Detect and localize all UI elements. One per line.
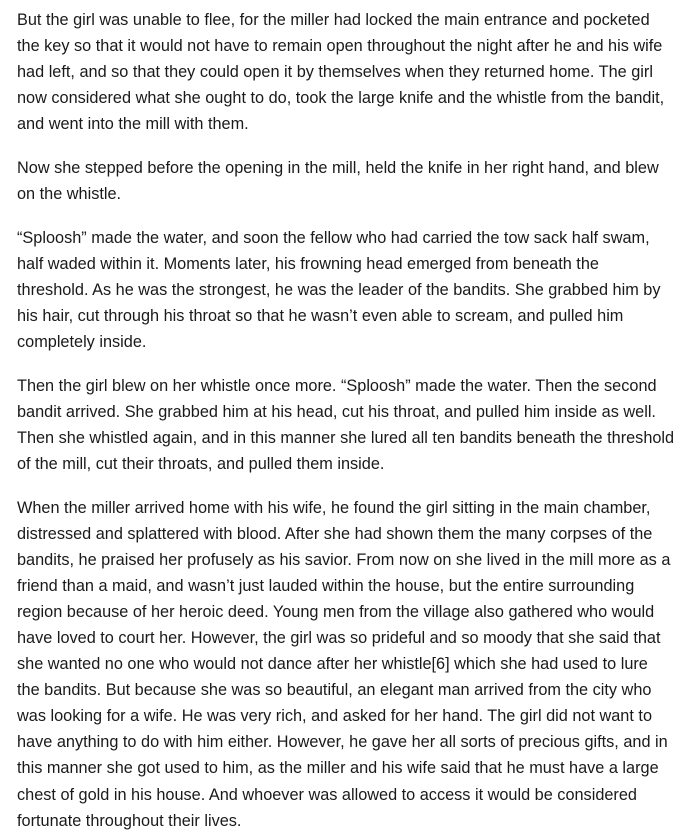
paragraph: But the girl was unable to flee, for the miller had locked the main entrance and pocketed the key so that it would not have to remain open throughout the night after he and his wife had left, and so that they could open it by themselves when they returned home. The girl now considered what she ought to do, took the large knife and the whistle from the bandit, and went into the mill with them. [17, 11, 665, 134]
paragraph: “Sploosh” made the water, and soon the fellow who had carried the tow sack half swam, half waded within it. Moments later, his frowning head emerged from beneath the threshold. As he was the strongest, he was the leader of the bandits. She grabbed him by his hair, cut through his throat so that he wasn’t even able to scream, and pulled him completely inside. [17, 228, 661, 352]
paragraph: Then the girl blew on her whistle once more. “Sploosh” made the water. Then the second bandit arrived. She grabbed him at his head, cut his throat, and pulled him inside as well. Then she whistled again, and in this manner she lured all ten bandits beneath the threshold of the mill, cut their throats, and pulled them inside. [17, 376, 675, 473]
paragraph: Now she stepped before the opening in the mill, held the knife in her right hand, and blew on the whistle. [17, 158, 659, 204]
paragraph: When the miller arrived home with his wife, he found the girl sitting in the main chamber, distressed and splattered with blood. After she had shown them the many corpses of the bandits, he praised her profusely as his savior. From now on she lived in the mill more as a friend than a maid, and wasn’t just lauded within the house, but the entire surrounding region because of her heroic deed. Young men from the village also gathered who would have loved to court her. However, the girl was so prideful and so moody that she said that she wanted no one who would not dance after her whistle[6] which she had used to lure the bandits. But because she was so beautiful, an elegant man arrived from the city who was looking for a wife. He was very rich, and asked for her hand. The girl did not want to have anything to do with him either. However, he gave her all sorts of precious gifts, and in this manner she got used to him, as the miller and his wife said that he must have a large chest of gold in his house. And whoever was allowed to access it would be considered fortunate throughout their lives. [17, 498, 671, 830]
